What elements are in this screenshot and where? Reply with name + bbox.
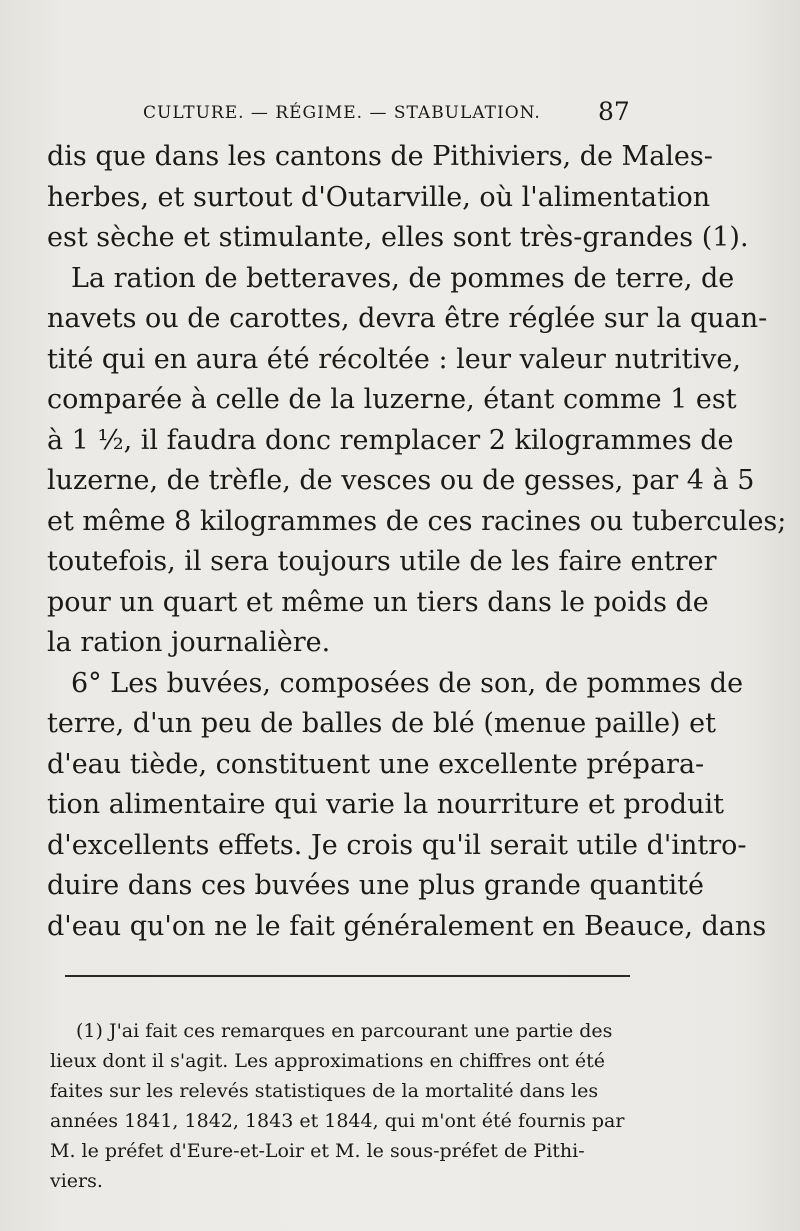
text-line: tité qui en aura été récoltée : leur valeur nutritive, <box>47 343 741 375</box>
text-line: la ration journalière. <box>47 627 331 658</box>
text-line: à 1 ½, il faudra donc remplacer 2 kilogrammes de <box>47 424 734 456</box>
text-line: et même 8 kilogrammes de ces racines ou tubercules; <box>47 505 787 537</box>
text-line: pour un quart et même un tiers dans le poids de <box>47 586 709 618</box>
text-line: 6° Les buvées, composées de son, de pommes de <box>71 667 744 699</box>
footnote-line: (1) J'ai fait ces remarques en parcourant une partie des <box>76 1020 613 1042</box>
footnote-line: M. le préfet d'Eure-et-Loir et M. le sous-préfet de Pithi- <box>50 1140 585 1162</box>
body-text <box>47 137 787 947</box>
text-line: La ration de betteraves, de pommes de terre, de <box>71 262 735 294</box>
footnote-line: viers. <box>50 1170 103 1192</box>
paragraph-3 <box>47 664 767 948</box>
page-number: 87 <box>598 97 630 126</box>
footnote <box>50 1016 635 1196</box>
text-line: luzerne, de trèfle, de vesces ou de gesses, par 4 à 5 <box>47 465 755 496</box>
paragraph-1 <box>47 137 749 259</box>
footnote-line: faites sur les relevés statistiques de la mortalité dans les <box>50 1080 599 1102</box>
text-line: d'excellents effets. Je crois qu'il serait utile d'intro- <box>47 829 747 861</box>
footnote-line: lieux dont il s'agit. Les approximations en chiffres ont été <box>50 1050 606 1072</box>
text-line: tion alimentaire qui varie la nourriture et produit <box>47 789 724 820</box>
paragraph-2 <box>47 259 787 664</box>
text-line: comparée à celle de la luzerne, étant comme 1 est <box>47 384 737 415</box>
text-line: navets ou de carottes, devra être réglée sur la quan- <box>47 303 768 334</box>
text-line: d'eau tiède, constituent une excellente prépara- <box>47 748 705 780</box>
text-line: dis que dans les cantons de Pithiviers, de Males- <box>47 141 713 172</box>
text-line: duire dans ces buvées une plus grande quantité <box>47 870 704 901</box>
text-line: herbes, et surtout d'Outarville, où l'alimentation <box>47 181 711 213</box>
text-line: toutefois, il sera toujours utile de les faire entrer <box>47 546 717 577</box>
footnote-line: années 1841, 1842, 1843 et 1844, qui m'ont été fournis par <box>50 1110 625 1132</box>
text-line: est sèche et stimulante, elles sont très-grandes (1). <box>47 222 749 253</box>
text-line: terre, d'un peu de balles de blé (menue paille) et <box>47 708 716 739</box>
text-line: d'eau qu'on ne le fait généralement en Beauce, dans <box>47 910 767 942</box>
footnote-rule <box>65 975 630 977</box>
running-head: CULTURE. — RÉGIME. — STABULATION. <box>143 103 541 123</box>
